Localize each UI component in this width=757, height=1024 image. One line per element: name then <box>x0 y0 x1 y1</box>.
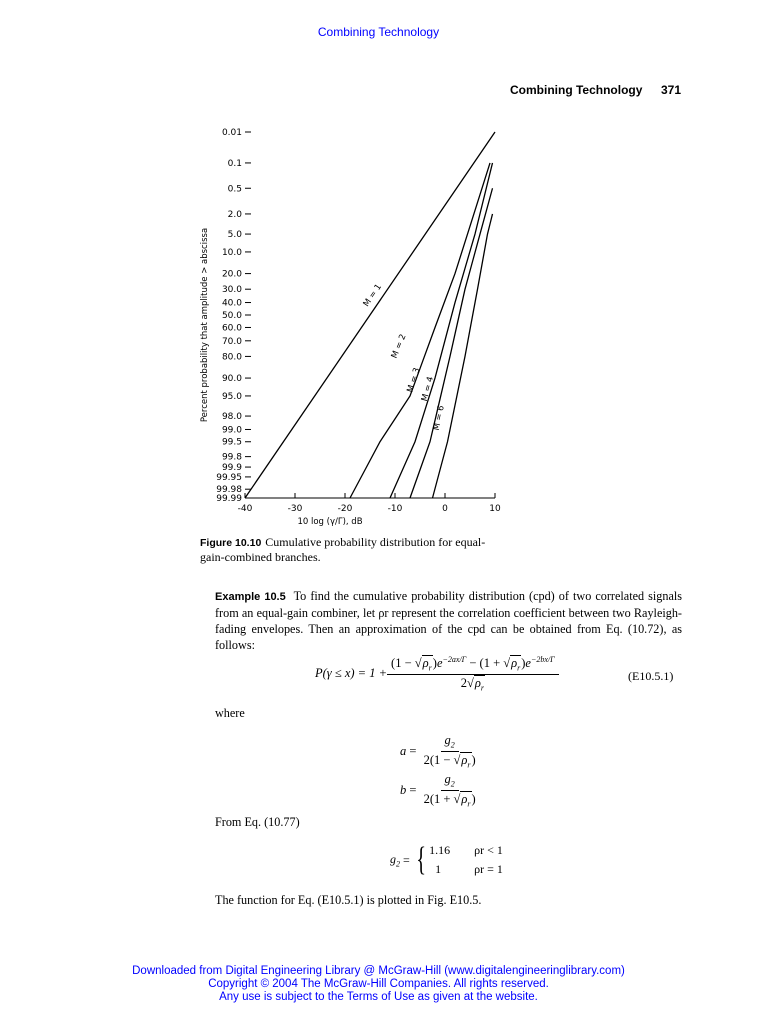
example-paragraph <box>215 588 682 653</box>
x-tick-label: -30 <box>287 504 303 514</box>
x-tick-label: -10 <box>387 504 403 514</box>
series-line-m1 <box>245 132 495 498</box>
y-tick-label: 60.0 <box>221 323 242 334</box>
y-tick-label: 90.0 <box>221 374 242 385</box>
series-line-m2 <box>350 163 490 498</box>
equation-number: (E10.5.1) <box>628 669 674 683</box>
x-tick-label: -20 <box>337 504 353 514</box>
x-tick-label: -40 <box>237 504 253 514</box>
g2-condition-2: ρr = 1 <box>474 862 503 876</box>
y-tick-label: 99.8 <box>221 452 242 463</box>
y-tick-label: 10.0 <box>221 247 242 258</box>
y-axis-title: Percent probability that amplitude > abscissa <box>200 227 210 423</box>
series-label: M = 6 <box>431 404 447 432</box>
x-tick-label: 0 <box>442 504 448 514</box>
equation-lhs: P(γ ≤ x) = 1 + <box>315 666 388 681</box>
figure-caption <box>200 535 505 564</box>
y-tick-label: 98.0 <box>221 412 242 423</box>
y-tick-label: 40.0 <box>221 298 242 309</box>
equation-a: a = $\frac{g_2}{2(1 - √\rho_r)}$ <box>400 733 476 769</box>
y-tick-label: 0.01 <box>221 128 242 138</box>
x-tick-label: 10 <box>489 504 501 514</box>
y-tick-label: 0.5 <box>227 184 242 195</box>
series-label: M = 2 <box>389 332 409 361</box>
y-tick-label: 99.5 <box>221 437 242 448</box>
y-axis <box>216 128 251 504</box>
y-tick-label: 30.0 <box>221 285 242 296</box>
g2-condition-1: ρr < 1 <box>474 843 503 857</box>
series-lines <box>245 132 495 498</box>
running-head: Combining Technology <box>510 83 643 97</box>
figure-label: Figure 10.10 <box>200 537 262 549</box>
series-label: M = 1 <box>361 282 385 309</box>
series-label: M = 3 <box>405 366 423 394</box>
y-tick-label: 50.0 <box>221 311 242 321</box>
footer-line-1[interactable]: Downloaded from Digital Engineering Library @ McGraw-Hill (www.digitalengineeringlibrary.com) <box>132 965 625 977</box>
g2-value-2: 1 <box>435 862 442 876</box>
y-tick-label: 2.0 <box>227 209 242 220</box>
x-axis <box>238 493 501 514</box>
cpd-chart <box>190 120 520 532</box>
equation-fraction: $\frac{(1 - √\rho_r)e^{-2ax/\Gamma} - (1 + √\rho_r)e^{-2bx/\Gamma}}{2√\rho_r}$ <box>387 655 559 692</box>
y-tick-label: 0.1 <box>227 158 242 169</box>
series-line-m4 <box>410 188 493 498</box>
y-tick-label: 95.0 <box>221 391 242 402</box>
series-line-m3 <box>390 163 493 498</box>
example-text: To find the cumulative probability distribution (cpd) of two correlated signals from an equal-gain combiner, let ρr represent the correlation coefficient between two Rayleigh-fading envelopes. Then an approximation of the cpd can be obtained from Eq. (10.72), as follows: <box>215 589 682 652</box>
closing-text: The function for Eq. (E10.5.1) is plotted in Fig. E10.5. <box>215 893 482 907</box>
figure-caption-text: Cumulative probability distribution for equal-gain-combined branches. <box>200 535 486 564</box>
y-tick-label: 99.0 <box>221 425 242 436</box>
y-tick-label: 99.95 <box>216 472 242 483</box>
y-tick-label: 70.0 <box>221 336 242 347</box>
y-tick-label: 99.9 <box>221 463 242 474</box>
from-equation-text: From Eq. (10.77) <box>215 815 300 829</box>
series-label: M = 4 <box>419 375 437 403</box>
y-tick-label: 20.0 <box>221 269 242 280</box>
equation-b: b = $\frac{g_2}{2(1 + √\rho_r)}$ <box>400 772 476 808</box>
example-label: Example 10.5 <box>215 591 286 603</box>
footer[interactable] <box>0 965 757 1004</box>
x-axis-title: 10 log (γ/Γ), dB <box>297 517 363 527</box>
y-tick-label: 99.98 <box>216 485 242 496</box>
where-text: where <box>215 706 245 720</box>
equation-e10-5-1 <box>315 655 559 692</box>
equation-g2: $g_2$ = { 1.16 ρr < 1 1 ρr = 1 <box>390 843 534 877</box>
footer-line-3[interactable]: Any use is subject to the Terms of Use as given at the website. <box>219 991 538 1003</box>
top-banner-link[interactable]: Combining Technology <box>317 25 440 39</box>
y-tick-label: 80.0 <box>221 352 242 363</box>
footer-line-2: Copyright © 2004 The McGraw-Hill Companies. All rights reserved. <box>208 978 549 990</box>
y-tick-label: 5.0 <box>227 230 242 241</box>
g2-value-1: 1.16 <box>429 843 451 857</box>
page-number: 371 <box>661 83 682 97</box>
y-tick-label: 99.99 <box>216 494 242 504</box>
